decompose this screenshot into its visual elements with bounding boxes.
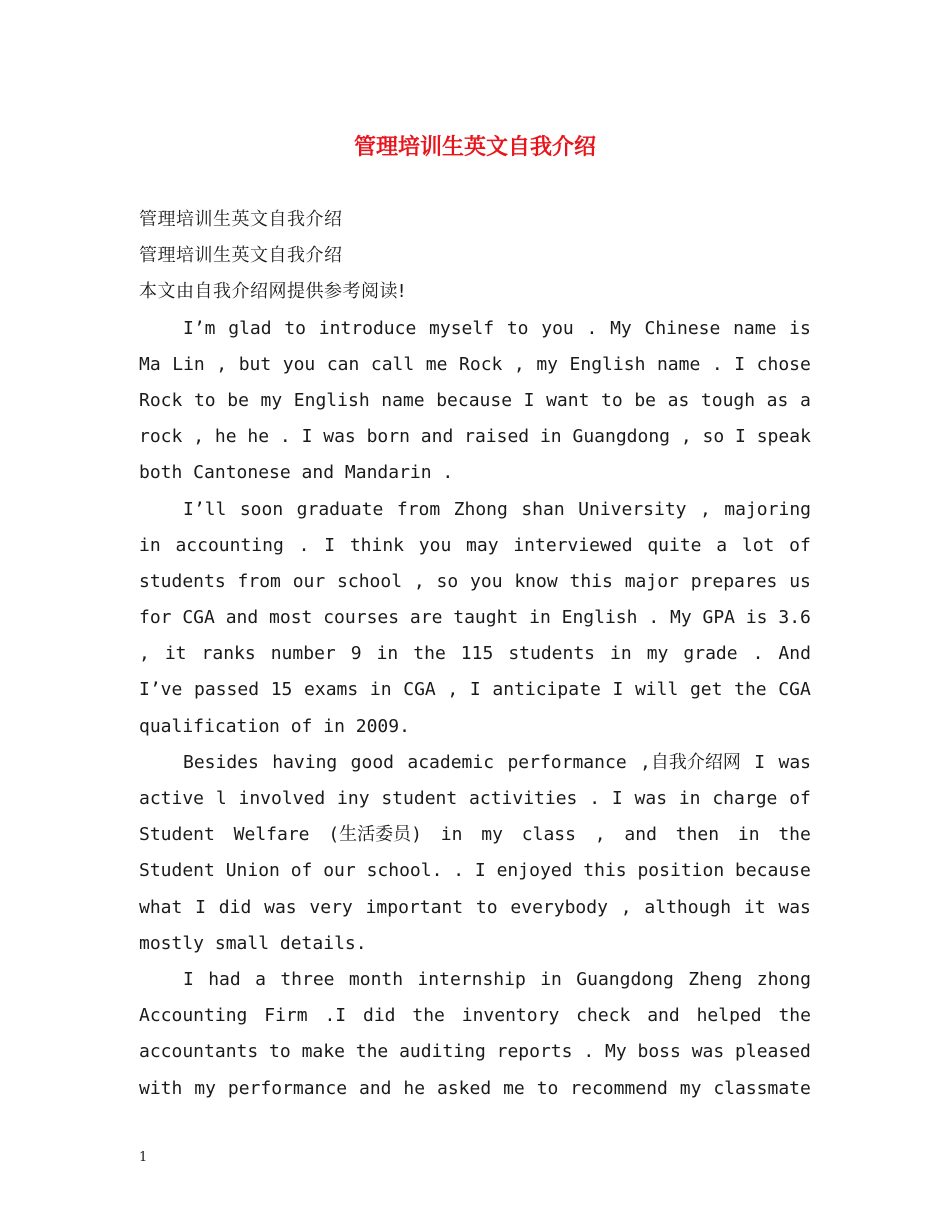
text-line: 本文由自我介绍网提供参考阅读! bbox=[139, 281, 406, 303]
text-line: Student Union of our school. . I enjoyed this position because bbox=[139, 860, 811, 882]
text-line: Accounting Firm .I did the inventory check and helped the bbox=[139, 1005, 811, 1027]
text-line: both Cantonese and Mandarin . bbox=[139, 462, 454, 484]
text-line: rock , he he . I was born and raised in Guangdong , so I speak bbox=[139, 426, 811, 448]
text-line: mostly small details. bbox=[139, 932, 367, 954]
text-line: active l involved iny student activities . I was in charge of bbox=[139, 788, 811, 809]
text-line: Student Welfare (生活委员) in my class , and then in the bbox=[139, 824, 811, 846]
text-line: I had a three month internship in Guangdong Zheng zhong bbox=[183, 968, 811, 990]
document-body bbox=[139, 202, 811, 1107]
text-line: Rock to be my English name because I want to be as tough as a bbox=[139, 389, 811, 411]
text-line: for CGA and most courses are taught in English . My GPA is 3.6 bbox=[139, 607, 811, 629]
text-line: I’ve passed 15 exams in CGA , I anticipate I will get the CGA bbox=[139, 679, 811, 701]
text-line: students from our school , so you know this major prepares us bbox=[139, 570, 811, 592]
text-line: I’m glad to introduce myself to you . My Chinese name is bbox=[183, 317, 811, 339]
text-line: Besides having good academic performance ,自我介绍网 I was bbox=[183, 751, 811, 773]
text-line: 管理培训生英文自我介绍 bbox=[139, 245, 343, 267]
text-line: what I did was very important to everybody , although it was bbox=[139, 896, 811, 918]
page-number: 1 bbox=[139, 1150, 148, 1165]
text-line: with my performance and he asked me to recommend my classmate bbox=[139, 1077, 811, 1099]
text-line: I’ll soon graduate from Zhong shan University , majoring bbox=[183, 498, 811, 520]
document-title: 管理培训生英文自我介绍 bbox=[353, 134, 596, 160]
text-line: Ma Lin , but you can call me Rock , my English name . I chose bbox=[139, 353, 811, 375]
text-line: , it ranks number 9 in the 115 students in my grade . And bbox=[139, 643, 811, 665]
text-line: in accounting . I think you may interviewed quite a lot of bbox=[139, 534, 811, 556]
text-line: 管理培训生英文自我介绍 bbox=[139, 209, 343, 230]
text-line: qualification of in 2009. bbox=[139, 715, 410, 737]
text-line: accountants to make the auditing reports . My boss was pleased bbox=[139, 1041, 811, 1063]
